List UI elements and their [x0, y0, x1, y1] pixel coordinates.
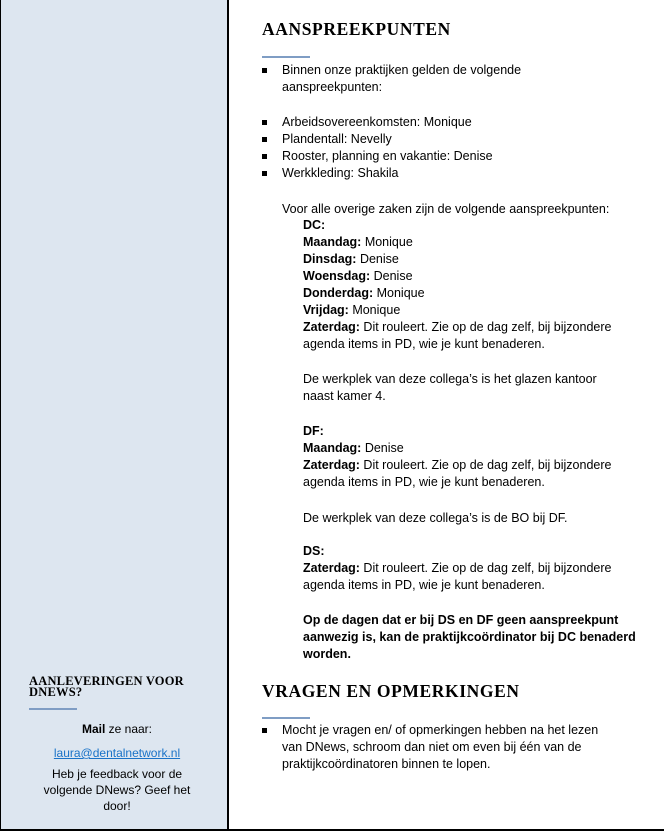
questions-bullet: Mocht je vragen en/ of opmerkingen hebben na het lezen van DNews, schroom dan niet om even bij één van de praktijkcoördinatoren binnen te lopen.	[282, 723, 599, 771]
coordinator-note: Op de dagen dat er bij DS en DF geen aanspreekpunt aanwezig is, kan de praktijkcoördinator bij DC benaderd worden.	[303, 613, 636, 661]
dc-block: DC: Maandag: Monique Dinsdag: Denise Woensdag: Denise Donderdag: Monique Vrijdag: Monique Zaterdag: Dit rouleert. Zie op de dag zelf, bij bijzondere agenda items in PD, wie je kunt benaderen.	[303, 218, 612, 351]
df-werkplek: De werkplek van deze collega’s is de BO bij DF.	[303, 511, 568, 525]
submissions-box	[29, 676, 205, 814]
section-divider	[262, 717, 310, 719]
section-divider	[262, 56, 310, 58]
section-heading-aanspreekpunten: AANSPREEKPUNTEN	[262, 19, 451, 39]
ds-block: DS: Zaterdag: Dit rouleert. Zie op de dag zelf, bij bijzondere agenda items in PD, wie je kunt benaderen.	[303, 544, 612, 592]
list-item: Rooster, planning en vakantie: Denise	[282, 149, 493, 163]
email-link[interactable]: laura@dentalnetwork.nl	[53, 746, 181, 760]
sidebar	[0, 0, 229, 830]
overige-intro: Voor alle overige zaken zijn de volgende aanspreekpunten:	[282, 202, 610, 216]
section-heading-vragen: VRAGEN EN OPMERKINGEN	[262, 681, 520, 701]
intro-bullet: Binnen onze praktijken gelden de volgende aanspreekpunten:	[282, 63, 522, 94]
list-item: Plandentall: Nevelly	[282, 132, 392, 146]
list-item: Werkkleding: Shakila	[282, 166, 399, 180]
submissions-title: AANLEVERINGEN VOOR DNEWS?	[29, 674, 184, 699]
submissions-divider	[29, 708, 77, 710]
list-item: Arbeidsovereenkomsten: Monique	[282, 115, 472, 129]
df-block: DF: Maandag: Denise Zaterdag: Dit rouleert. Zie op de dag zelf, bij bijzondere agenda items in PD, wie je kunt benaderen.	[303, 424, 612, 489]
page-bottom-border	[0, 829, 664, 831]
feedback-text: Heb je feedback voor de volgende DNews? Geef het door!	[43, 767, 191, 813]
dc-werkplek: De werkplek van deze collega’s is het glazen kantoor naast kamer 4.	[303, 372, 597, 403]
mail-instruction: Mail ze naar:	[81, 722, 153, 736]
